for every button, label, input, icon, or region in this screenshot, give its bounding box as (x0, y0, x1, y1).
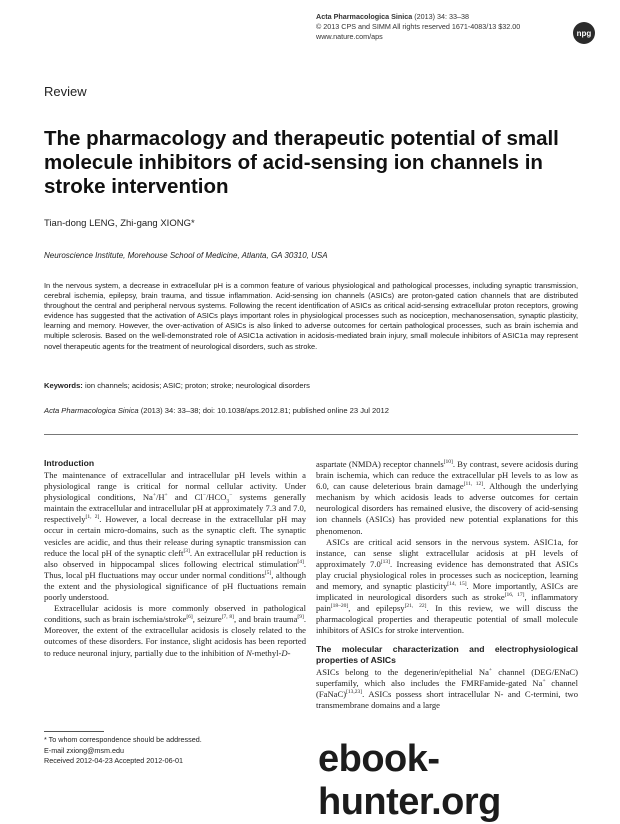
citation-line (44, 406, 578, 415)
keywords-label: Keywords: (44, 381, 83, 390)
authors: Tian-dong LENG, Zhi-gang XIONG* (44, 218, 195, 229)
ref-link[interactable]: [9] (297, 614, 304, 621)
ref-link[interactable]: [4] (297, 558, 304, 565)
keywords-text: ion channels; acidosis; ASIC; proton; stroke; neurological disorders (84, 381, 310, 390)
keywords (44, 381, 578, 390)
citation-rest: (2013) 34: 33–38; doi: 10.1038/aps.2012.81; published online 23 Jul 2012 (140, 406, 389, 415)
ref-link[interactable]: [5] (264, 569, 272, 576)
ref-link[interactable]: [1, 2] (85, 514, 100, 521)
intro-paragraph-1: The maintenance of extracellular and intracellular pH levels within a physiological range is critical for normal cellular activity. Under physiological conditions, Na+/H+ and $Cl^-/HCO_3^-$ systems generally maintain the extracellular and intracellular pH at approximately 7.3 and 7.0, respectively[1, 2]. However, a local decrease in the extracellular pH may occur in certain micro-domains, such as the synaptic cleft. The synaptic vesicles are acidic, and thus their release during synaptic transmission can reduce the local pH of the synaptic cleft[3]. An extracellular pH reduction is also observed in hippocampal slices following electrical stimulation[4]. Thus, local pH fluctuations may occur under normal conditions[5], although the extent and the physiological significance of pH fluctuations remain poorly understood. (44, 470, 307, 603)
ref-link[interactable]: [16, 17] (504, 592, 525, 599)
ref-link[interactable]: [10] (443, 459, 453, 466)
copyright-line: © 2013 CPS and SIMM All rights reserved 1671-4083/13 $32.00 (316, 22, 521, 31)
journal-url[interactable]: www.nature.com/aps (316, 32, 383, 41)
citation-journal: Acta Pharmacologica Sinica (44, 406, 139, 415)
ref-link[interactable]: [18–20] (330, 603, 349, 610)
ref-link[interactable]: [7, 8] (221, 614, 234, 621)
ref-link[interactable]: [11, 12] (463, 481, 484, 488)
intro-paragraph-2: Extracellular acidosis is more commonly observed in pathological conditions, such as brain ischemia/stroke[6], seizure[7, 8], and brain trauma[9]. Moreover, the extent of the extracellular acidosis is closely related to the outcomes of these disorders. For instance, slight acidosis has been reported to reduce neuronal injury, partially due to the inhibition of N-methyl-D- (44, 603, 306, 658)
right-paragraph-3: ASICs belong to the degenerin/epithelial Na+ channel (DEG/ENaC) superfamily, which also includes the FMRFamide-gated Na+ channel (FaNaC)[13,23]. ASICs possess short intracellular N- and C-termini, two transmembrane domains and a large (316, 666, 578, 710)
ref-link[interactable]: [21, 22] (404, 603, 427, 610)
right-paragraph-1: aspartate (NMDA) receptor channels[10]. By contrast, severe acidosis during brain ischemia, which can reduce the extracellular pH levels to as low as 6.0, can cause deleterious brain damage[11, 12]. Although the underlying mechanism by which acidosis leads to adverse outcomes for certain neurological disorders has remained elusive, the discovery of acid-sensing ion channels (ASICs) has provided new potential explanations for this phenomenon. (316, 459, 578, 536)
received-accepted: Received 2012-04-23 Accepted 2012-06-01 (44, 756, 184, 765)
divider (44, 434, 578, 435)
footnote (44, 735, 306, 767)
correspondence-note: * To whom correspondence should be addressed. (44, 735, 202, 744)
ref-link[interactable]: [6] (186, 614, 193, 621)
article-title: The pharmacology and therapeutic potential of small molecule inhibitors of acid-sensing ion channels in stroke intervention (44, 127, 559, 198)
heading-molecular: The molecular characterization and electrophysiological properties of ASICs (316, 643, 578, 665)
journal-name: Acta Pharmacologica Sinica (316, 12, 413, 21)
right-paragraph-2: ASICs are critical acid sensors in the nervous system. ASIC1a, for instance, can sense slight extracellular acidosis at pH levels of approximately 7.0[13]. Increasing evidence has demonstrated that ASICs play crucial physiological roles in processes such as nociception, learning and memory, and synaptic plasticity[14, 15]. More importantly, ASICs are implicated in neurological disorders such as stroke[16, 17], inflammatory pain[18–20], and epilepsy[21, 22]. In this review, we will discuss the pharmacological properties and therapeutic potential of small molecule inhibitors of ASICs for stroke intervention. (316, 536, 579, 636)
affiliation: Neuroscience Institute, Morehouse School of Medicine, Atlanta, GA 30310, USA (44, 251, 328, 260)
journal-header (316, 12, 566, 42)
right-column (316, 459, 578, 711)
ref-link[interactable]: [14, 15] (447, 581, 467, 588)
left-column (44, 458, 306, 659)
watermark: ebook-hunter.org (318, 738, 501, 823)
correspondence-email[interactable]: E-mail zxiong@msm.edu (44, 745, 124, 755)
heading-introduction: Introduction (44, 458, 95, 468)
npg-logo: npg (573, 22, 595, 44)
ref-link[interactable]: [13,23] (346, 688, 363, 695)
journal-issue: (2013) 34: 33–38 (414, 12, 470, 21)
footnote-rule (44, 731, 104, 732)
ref-link[interactable]: [13] (380, 558, 390, 565)
section-label: Review (44, 84, 87, 99)
abstract: In the nervous system, a decrease in extracellular pH is a common feature of various physiological and pathological processes, including synaptic transmission, cerebral ischemia, epilepsy, brain trauma, and tissue inflammation. Acid-sensing ion channels (ASICs) are proton-gated cation channels that are distributed throughout the central and peripheral nervous systems. Following the recent identification of ASICs as critical acid-sensing extracellular proton receptors, growing evidence has suggested that the activation of ASICs plays important roles in physiological processes such as nociception, mechanosensation, synaptic plasticity, learning and memory. However, the over-activation of ASICs is also linked to adverse outcomes for certain pathological processes, such as brain ischemia and multiple sclerosis. Based on the well-demonstrated role of ASIC1a activation in acidosis-mediated brain injury, small molecule inhibitors of ASIC1a may represent novel therapeutic agents for the treatment of neurological disorders, such as stroke. (44, 281, 578, 351)
ref-link[interactable]: [3] (183, 547, 190, 554)
